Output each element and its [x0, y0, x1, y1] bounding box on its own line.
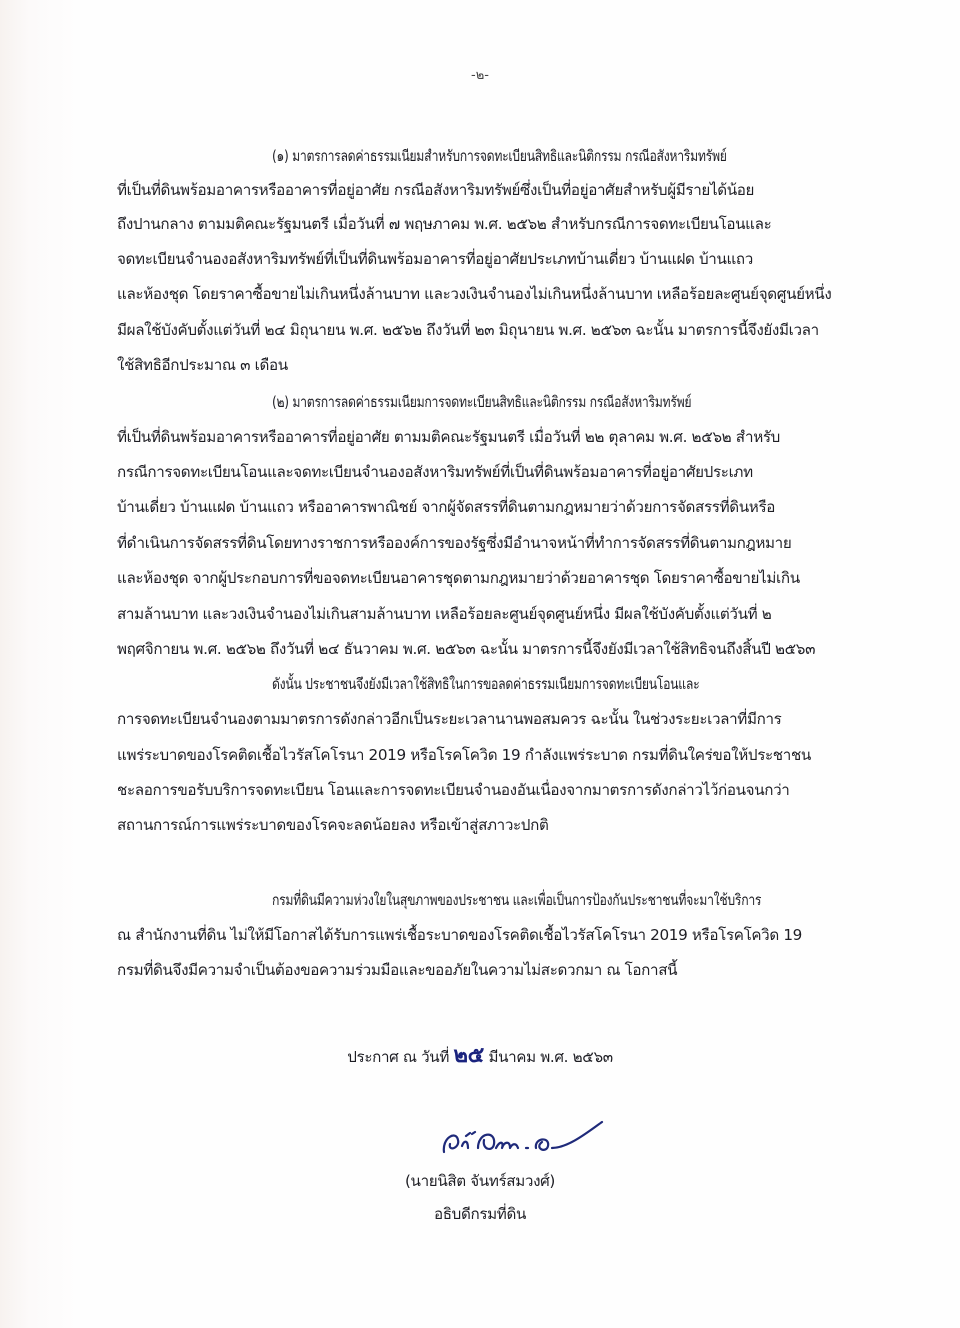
signature-image [438, 1118, 608, 1160]
text-line: ชะลอการขอรับบริการจดทะเบียน โอนและการจดทะเบียนจำนองอันเนื่องจากมาตรการดังกล่าวไว้ก่อนจนกว่า [117, 781, 790, 799]
text-line: สามล้านบาท และวงเงินจำนองไม่เกินสามล้านบาท เหลือร้อยละศูนย์จุดศูนย์หนึ่ง มีผลใช้บังคับตั้งแต่วันที่ ๒ [117, 605, 772, 623]
text-line: ที่เป็นที่ดินพร้อมอาคารหรืออาคารที่อยู่อาศัย ตามมติคณะรัฐมนตรี เมื่อวันที่ ๒๒ ตุลาคม พ.ศ. ๒๕๖๒ สำหรับ [117, 428, 780, 446]
signatory-title: อธิบดีกรมที่ดิน [433, 1205, 526, 1223]
signatory-name: (นายนิสิต จันทร์สมวงศ์) [404, 1172, 556, 1190]
page-number: -๒- [471, 68, 489, 83]
text-line: และห้องชุด จากผู้ประกอบการที่ขอจดทะเบียนอาคารชุดตามกฎหมายว่าด้วยอาคารชุด โดยราคาซื้อขายไม่เกิน [117, 569, 800, 587]
announcement-prefix: ประกาศ ณ วันที่ [347, 1048, 450, 1066]
text-line: (๒) มาตรการลดค่าธรรมเนียมการจดทะเบียนสิทธิและนิติกรรม กรณีอสังหาริมทรัพย์ [272, 393, 692, 411]
text-line: กรมที่ดินมีความห่วงใยในสุขภาพของประชาชน และเพื่อเป็นการป้องกันประชาชนที่จะมาใช้บริการ [272, 891, 762, 909]
text-line: ณ สำนักงานที่ดิน ไม่ให้มีโอกาสได้รับการแพร่เชื้อระบาดของโรคติดเชื้อไวรัสโคโรนา 2019 หรือโรคโควิด 19 [117, 926, 802, 944]
text-line: (๑) มาตรการลดค่าธรรมเนียมสำหรับการจดทะเบียนสิทธิและนิติกรรม กรณีอสังหาริมทรัพย์ [272, 147, 727, 165]
text-line: ที่ดำเนินการจัดสรรที่ดินโดยทางราชการหรือองค์การของรัฐซึ่งมีอำนาจหน้าที่ทำการจัดสรรที่ดินตามกฎหมาย [117, 534, 792, 552]
text-line: และห้องชุด โดยราคาซื้อขายไม่เกินหนึ่งล้านบาท และวงเงินจำนองไม่เกินหนึ่งล้านบาท เหลือร้อยละศูนย์จุดศูนย์หนึ่ง [117, 285, 832, 303]
text-line: การจดทะเบียนจำนองตามมาตรการดังกล่าวอีกเป็นระยะเวลานานพอสมควร ฉะนั้น ในช่วงระยะเวลาที่มีการ [117, 710, 782, 728]
text-line: ถึงปานกลาง ตามมติคณะรัฐมนตรี เมื่อวันที่ ๗ พฤษภาคม พ.ศ. ๒๕๖๒ สำหรับกรณีการจดทะเบียนโอนและ [117, 215, 772, 233]
text-line: กรมที่ดินจึงมีความจำเป็นต้องขอความร่วมมือและขออภัยในความไม่สะดวกมา ณ โอกาสนี้ [117, 961, 678, 979]
announcement-day: ๒๕ [453, 1043, 484, 1068]
text-line: แพร่ระบาดของโรคติดเชื้อไวรัสโคโรนา 2019 หรือโรคโควิด 19 กำลังแพร่ระบาด กรมที่ดินใคร่ขอให้ประชาชน [117, 746, 811, 764]
text-line: ที่เป็นที่ดินพร้อมอาคารหรืออาคารที่อยู่อาศัย กรณีอสังหาริมทรัพย์ซึ่งเป็นที่อยู่อาศัยสำหรับผู้มีรายได้น้อย [117, 181, 755, 199]
text-line: สถานการณ์การแพร่ระบาดของโรคจะลดน้อยลง หรือเข้าสู่สภาวะปกติ [117, 816, 549, 834]
announcement-suffix: มีนาคม พ.ศ. ๒๕๖๓ [488, 1048, 613, 1066]
text-line: มีผลใช้บังคับตั้งแต่วันที่ ๒๔ มิถุนายน พ.ศ. ๒๕๖๒ ถึงวันที่ ๒๓ มิถุนายน พ.ศ. ๒๕๖๓ ฉะนั้น มาตรการนี้จึงยังมีเวลา [117, 321, 819, 339]
text-line: จดทะเบียนจำนองอสังหาริมทรัพย์ที่เป็นที่ดินพร้อมอาคารที่อยู่อาศัยประเภทบ้านเดี่ยว บ้านแฝด บ้านแถว [117, 250, 753, 268]
text-line: ใช้สิทธิอีกประมาณ ๓ เดือน [117, 356, 288, 374]
text-line: กรณีการจดทะเบียนโอนและจดทะเบียนจำนองอสังหาริมทรัพย์ที่เป็นที่ดินพร้อมอาคารที่อยู่อาศัยประเภท [117, 463, 753, 481]
text-line: บ้านเดี่ยว บ้านแฝด บ้านแถว หรืออาคารพาณิชย์ จากผู้จัดสรรที่ดินตามกฎหมายว่าด้วยการจัดสรรที่ดินหรือ [117, 498, 776, 516]
text-line: ดังนั้น ประชาชนจึงยังมีเวลาใช้สิทธิในการขอลดค่าธรรมเนียมการจดทะเบียนโอนและ [272, 675, 700, 693]
text-line: พฤศจิกายน พ.ศ. ๒๕๖๒ ถึงวันที่ ๒๔ ธันวาคม พ.ศ. ๒๕๖๓ ฉะนั้น มาตรการนี้จึงยังมีเวลาใช้สิทธิจนถึงสิ้นปี ๒๕๖๓ [117, 640, 816, 658]
announcement-date [0, 1043, 960, 1068]
